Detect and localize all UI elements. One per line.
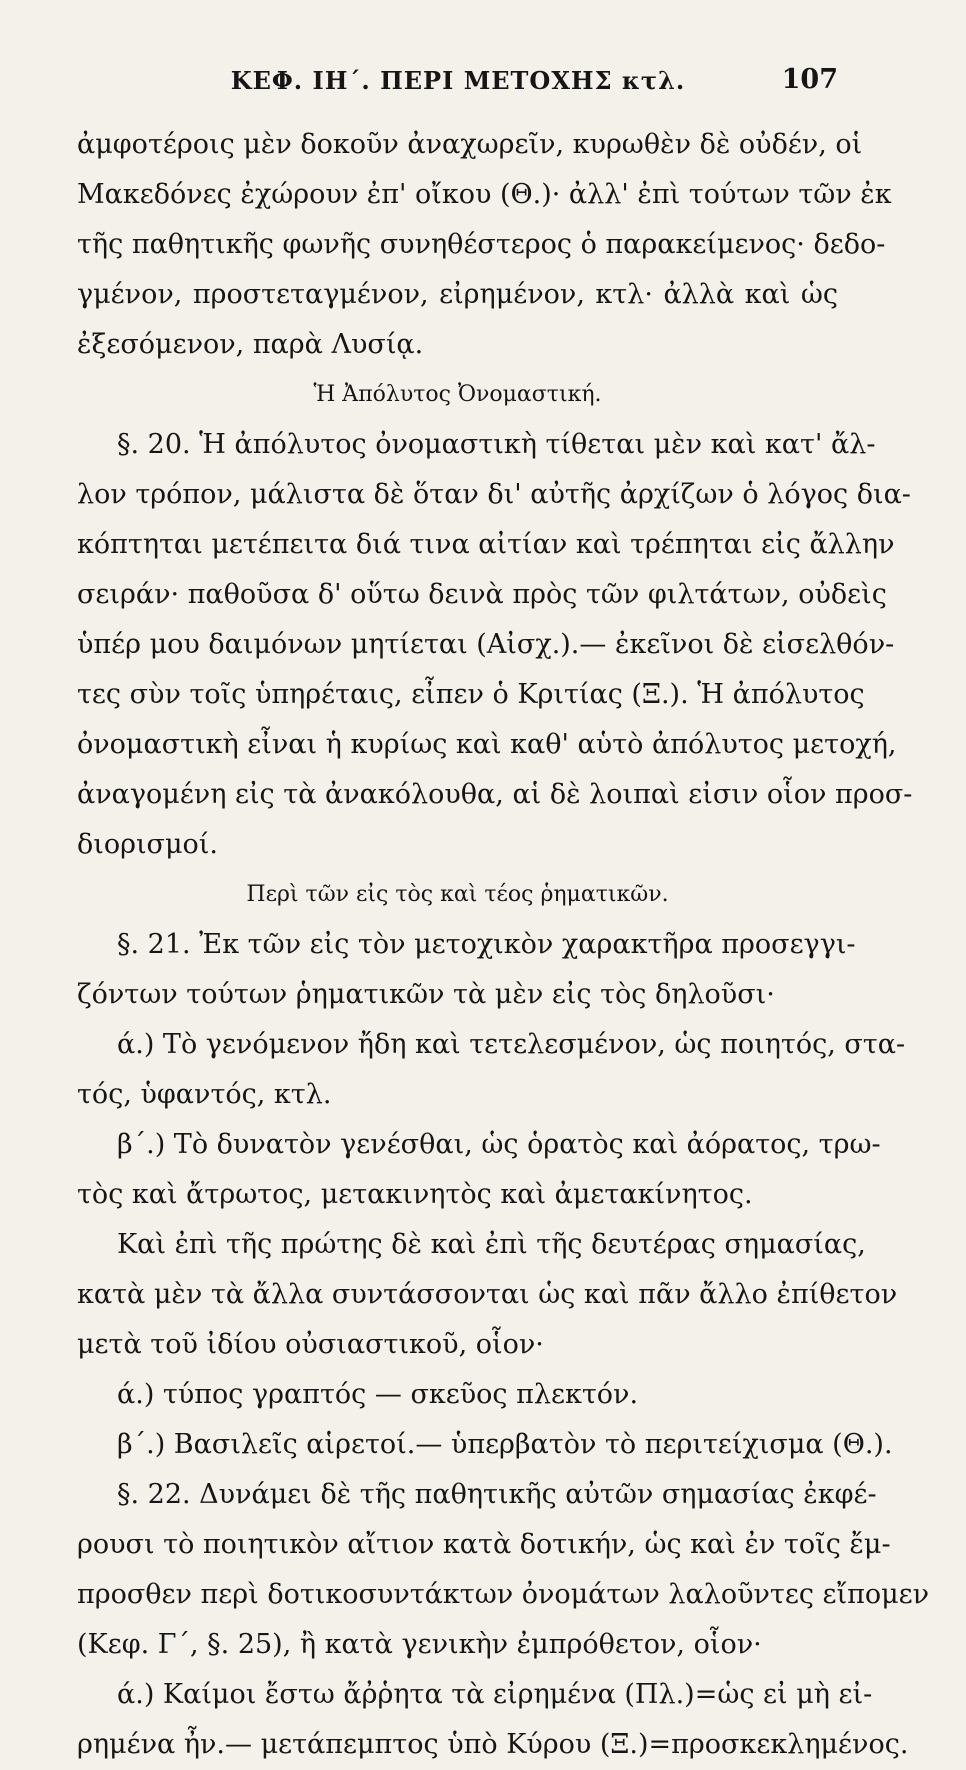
text-line: ά.) τύπος γραπτός — σκεῦος πλεκτόν. [117, 1379, 639, 1410]
text-line: ρημένα ἦν.— μετάπεμπτος ὑπὸ Κύρου (Ξ.)=προσκεκλημένος. [77, 1729, 909, 1760]
page-number: 107 [781, 64, 838, 95]
text-line: μετὰ τοῦ ἰδίου οὐσιαστικοῦ, οἷον· [77, 1329, 544, 1360]
text-line: ἀναγομένη εἰς τὰ ἀνακόλουθα, αἱ δὲ λοιπαὶ εἰσιν οἷον προσ- [77, 779, 913, 810]
text-line: κατὰ μὲν τὰ ἄλλα συντάσσονται ὡς καὶ πᾶν ἄλλο ἐπίθετον [77, 1279, 898, 1310]
text-line: ὀνομαστικὴ εἶναι ἡ κυρίως καὶ καθ' αὑτὸ ἀπόλυτος μετοχή, [77, 729, 897, 760]
text-line: ζόντων τούτων ῥηματικῶν τὰ μὲν εἰς τὸς δηλοῦσι· [77, 979, 775, 1010]
text-line: §. 22. Δυνάμει δὲ τῆς παθητικῆς αὐτῶν σημασίας ἐκφέ- [117, 1479, 877, 1510]
text-line: σειράν· παθοῦσα δ' οὕτω δεινὰ πρὸς τῶν φιλτάτων, οὐδεὶς [77, 579, 887, 610]
text-line: τες σὺν τοῖς ὑπηρέταις, εἶπεν ὁ Κριτίας (Ξ.). Ἡ ἀπόλυτος [77, 679, 865, 710]
text-line: διορισμοί. [77, 829, 218, 860]
text-line: ἐξεσόμενον, παρὰ Λυσίᾳ. [77, 329, 424, 360]
text-line: §. 20. Ἡ ἀπόλυτος ὀνομαστικὴ τίθεται μὲν καὶ κατ' ἄλ- [117, 429, 876, 460]
text-line: τός, ὑφαντός, κτλ. [77, 1079, 332, 1110]
page-body [77, 120, 930, 1770]
text-line: β΄.) Τὸ δυνατὸν γενέσθαι, ὡς ὁρατὸς καὶ ἀόρατος, τρω- [117, 1129, 881, 1160]
text-line: ρουσι τὸ ποιητικὸν αἴτιον κατὰ δοτικήν, ὡς καὶ ἐν τοῖς ἔμ- [77, 1529, 891, 1560]
text-line: Καὶ ἐπὶ τῆς πρώτης δὲ καὶ ἐπὶ τῆς δευτέρας σημασίας, [117, 1229, 866, 1260]
text-line: ὑπέρ μου δαιμόνων μητίεται (Αἰσχ.).— ἐκεῖνοι δὲ εἰσελθόν- [77, 629, 895, 660]
text-line: γμένον, προστεταγμένον, εἰρημένον, κτλ· ἀλλὰ καὶ ὡς [77, 279, 838, 310]
text-line: ά.) Καίμοι ἔστω ἄῤῥητα τὰ εἰρημένα (Πλ.)=ὡς εἰ μὴ εἰ- [117, 1679, 873, 1710]
running-head: ΚΕΦ. ΙΗ΄. ΠΕΡΙ ΜΕΤΟΧΗΣ κτλ. [230, 66, 686, 95]
text-line: Μακεδόνες ἐχώρουν ἐπ' οἴκου (Θ.)· ἀλλ' ἐπὶ τούτων τῶν ἐκ [77, 179, 892, 210]
text-line: λον τρόπον, μάλιστα δὲ ὅταν δι' αὐτῆς ἀρχίζων ὁ λόγος δια- [77, 479, 911, 510]
text-line: τῆς παθητικῆς φωνῆς συνηθέστερος ὁ παρακείμενος· δεδο- [77, 229, 886, 260]
text-line: τὸς καὶ ἄτρωτος, μετακινητὸς καὶ ἀμετακίνητος. [77, 1179, 753, 1210]
text-line: ά.) Τὸ γενόμενον ἤδη καὶ τετελεσμένον, ὡς ποιητός, στα- [117, 1029, 906, 1060]
text-line: κόπτηται μετέπειτα διά τινα αἰτίαν καὶ τρέπηται εἰς ἄλλην [77, 529, 895, 560]
section-heading: Περὶ τῶν εἰς τὸς καὶ τέος ῥηματικῶν. [246, 882, 669, 907]
text-line: §. 21. Ἐκ τῶν εἰς τὸν μετοχικὸν χαρακτῆρα προσεγγι- [117, 929, 856, 960]
text-line: ἀμφοτέροις μὲν δοκοῦν ἀναχωρεῖν, κυρωθὲν δὲ οὐδέν, οἱ [77, 129, 863, 160]
section-heading: Ἡ Ἀπόλυτος Ὀνομαστική. [313, 382, 602, 407]
text-line: (Κεφ. Γ΄, §. 25), ἢ κατὰ γενικὴν ἐμπρόθετον, οἷον· [77, 1629, 762, 1660]
text-line: β΄.) Βασιλεῖς αἱρετοί.— ὑπερβατὸν τὸ περιτείχισμα (Θ.). [117, 1429, 893, 1460]
text-line: προσθεν περὶ δοτικοσυντάκτων ὀνομάτων λαλοῦντες εἴπομεν [77, 1579, 930, 1610]
